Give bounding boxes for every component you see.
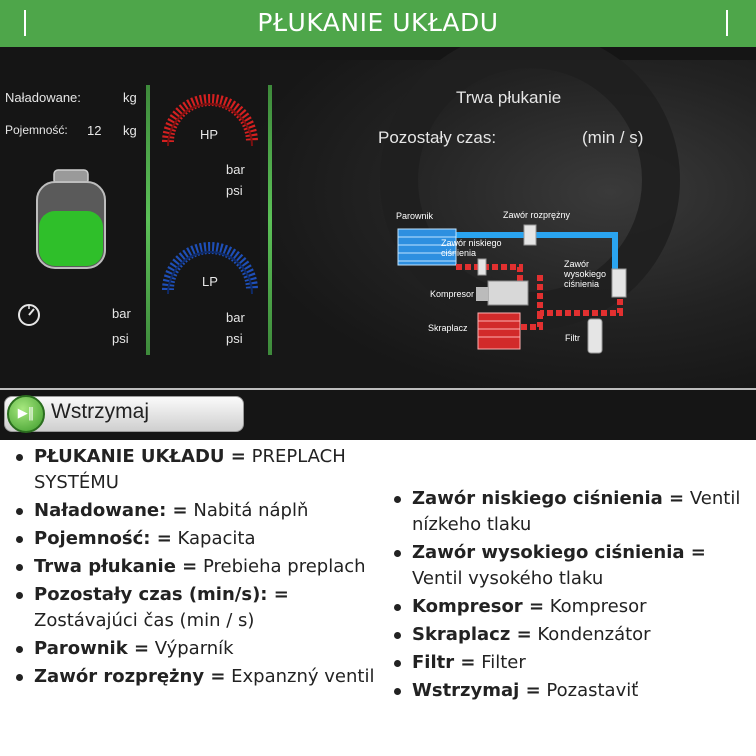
pause-button[interactable]: [4, 396, 244, 432]
glossary: [0, 444, 756, 756]
hp-bar-unit: bar: [226, 162, 245, 177]
list-item: Pozostały czas (min/s): = Zostávajúci čas (min / s): [14, 582, 396, 634]
low-pressure-valve-label-1: Zawór niskiego: [441, 238, 502, 248]
list-item: Kompresor = Kompresor: [392, 594, 752, 620]
list-item: Zawór wysokiego ciśnienia = Ventil vysokého tlaku: [392, 540, 752, 592]
charged-label: Naładowane:: [5, 90, 81, 105]
filter-icon: [588, 319, 602, 353]
refrigerant-tank-icon: [34, 168, 108, 270]
list-item: Zawór niskiego ciśnienia = Ventil nízkeho tlaku: [392, 486, 752, 538]
capacity-unit: kg: [123, 123, 137, 138]
capacity-label: Pojemność:: [5, 123, 68, 137]
hp-label: HP: [200, 127, 219, 142]
compressor-label: Kompresor: [430, 289, 475, 299]
lp-psi-unit: psi: [226, 331, 243, 346]
separator-left: [146, 85, 150, 355]
lp-bar-unit: bar: [226, 310, 245, 325]
high-pressure-valve-label-3: ciśnienia: [564, 279, 600, 289]
high-pressure-valve-label-2: wysokiego: [564, 269, 607, 279]
expansion-valve-icon: [524, 225, 536, 245]
condenser-label: Skraplacz: [428, 323, 468, 333]
list-item: Parownik = Výparník: [14, 636, 396, 662]
page-title: PŁUKANIE UKŁADU: [257, 8, 499, 37]
list-item: Zawór rozprężny = Expanzný ventil: [14, 664, 396, 690]
high-pressure-valve-label-1: Zawór: [564, 259, 590, 269]
list-item: Skraplacz = Kondenzátor: [392, 622, 752, 648]
filter-label: Filtr: [565, 333, 580, 343]
list-item: PŁUKANIE UKŁADU = PREPLACH SYSTÉMU: [14, 444, 396, 496]
compressor-icon: [488, 281, 528, 305]
list-item: Naładowane: = Nabitá náplň: [14, 498, 396, 524]
footer-divider: [0, 388, 756, 390]
hp-psi-unit: psi: [226, 183, 243, 198]
lp-gauge: [160, 238, 260, 298]
tank-fill-level: [39, 211, 103, 266]
low-pressure-valve-label-2: ciśnienia: [441, 248, 477, 258]
refrigerant-circuit-diagram: [390, 205, 640, 365]
separator-right: [268, 85, 272, 355]
condenser-icon: [478, 313, 520, 349]
play-pause-icon: ▶‖: [7, 395, 45, 433]
remaining-time-label: Pozostały czas:: [378, 128, 497, 147]
gauge-icon: [16, 302, 42, 328]
glossary-right-column: [392, 486, 752, 706]
flush-status: Trwa płukanie: [456, 88, 562, 107]
lp-label: LP: [202, 274, 218, 289]
expansion-valve-label: Zawór rozprężny: [503, 210, 571, 220]
evaporator-label: Parownik: [396, 211, 434, 221]
charged-unit: kg: [123, 90, 137, 105]
capacity-value: 12: [87, 123, 102, 138]
list-item: Wstrzymaj = Pozastaviť: [392, 678, 752, 704]
title-bar: [0, 0, 756, 47]
pause-button-label: Wstrzymaj: [51, 400, 149, 423]
list-item: Trwa płukanie = Prebieha preplach: [14, 554, 396, 580]
list-item: Filtr = Filter: [392, 650, 752, 676]
high-pressure-valve-icon: [612, 269, 626, 297]
left-psi-unit: psi: [112, 331, 129, 346]
low-pressure-valve-icon: [478, 259, 486, 275]
list-item: Pojemność: = Kapacita: [14, 526, 396, 552]
left-bar-unit: bar: [112, 306, 131, 321]
glossary-left-column: [14, 444, 396, 692]
remaining-time-unit: (min / s): [582, 128, 644, 147]
